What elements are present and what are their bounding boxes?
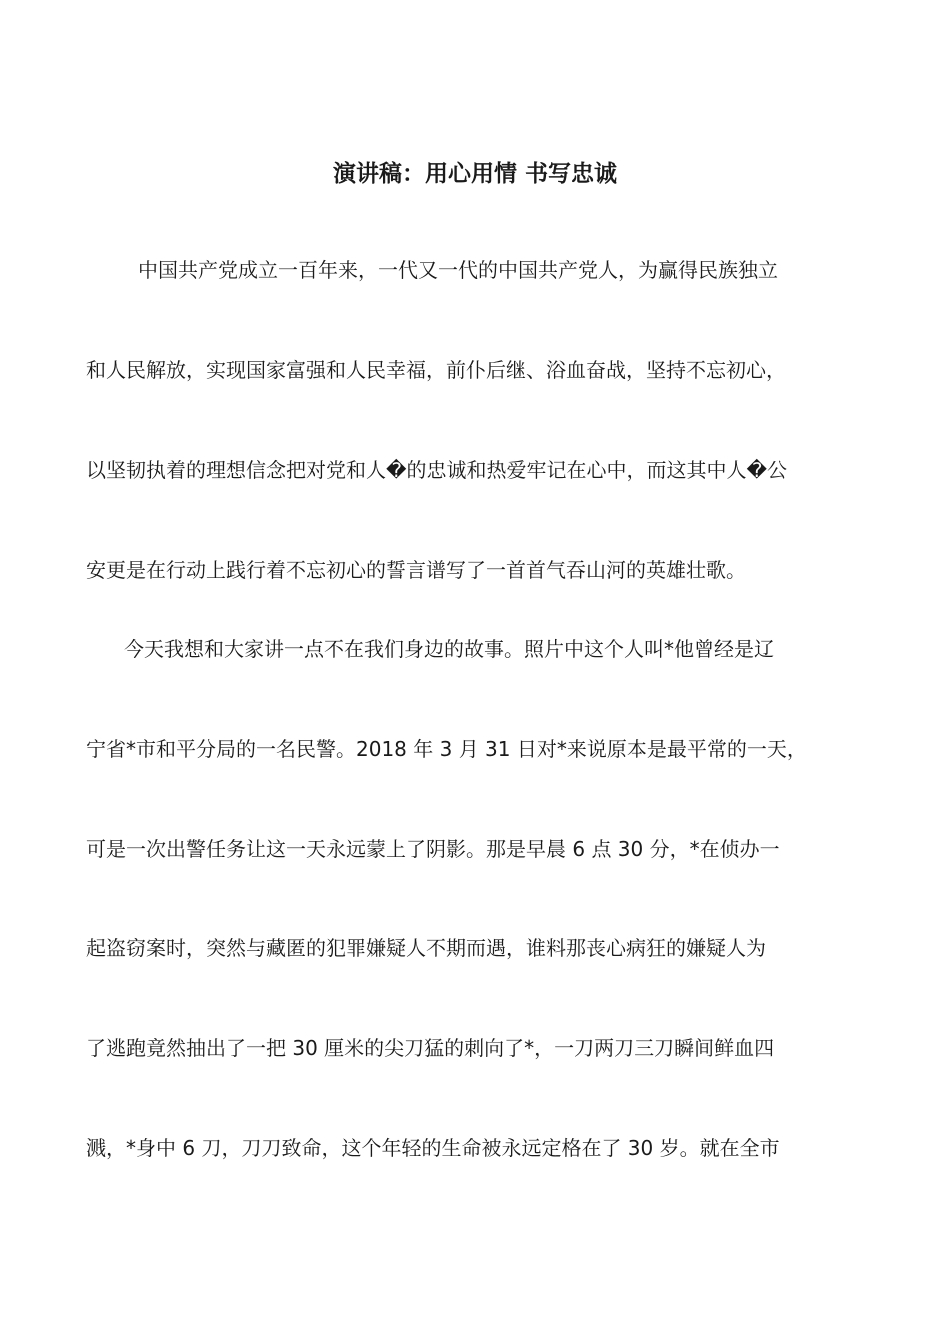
paragraph-2-line-5: 了逃跑竟然抽出了一把 30 厘米的尖刀猛的刺向了*，一刀两刀三刀瞬间鲜血四 <box>86 1036 775 1060</box>
paragraph-1-line-4: 安更是在行动上践行着不忘初心的誓言谱写了一首首气吞山河的英雄壮歌。 <box>86 558 746 582</box>
paragraph-1-line-3: 以坚韧执着的理想信念把对党和人�的忠诚和热爱牢记在心中，而这其中人�公 <box>86 458 788 482</box>
paragraph-2-line-1: 今天我想和大家讲一点不在我们身边的故事。照片中这个人叫*他曾经是辽 <box>124 637 774 661</box>
paragraph-2-line-2: 宁省*市和平分局的一名民警。2018 年 3 月 31 日对*来说原本是最平常的一天， <box>86 737 807 761</box>
paragraph-2-line-6: 溅，*身中 6 刀，刀刀致命，这个年轻的生命被永远定格在了 30 岁。就在全市 <box>86 1136 780 1160</box>
paragraph-1-line-1: 中国共产党成立一百年来，一代又一代的中国共产党人，为赢得民族独立 <box>138 258 778 282</box>
paragraph-2-line-4: 起盗窃案时，突然与藏匿的犯罪嫌疑人不期而遇，谁料那丧心病狂的嫌疑人为 <box>86 936 766 960</box>
paragraph-2-line-3: 可是一次出警任务让这一天永远蒙上了阴影。那是早晨 6 点 30 分，*在侦办一 <box>86 837 780 861</box>
document-title: 演讲稿：用心用情 书写忠诚 <box>332 161 617 187</box>
paragraph-1-line-2: 和人民解放，实现国家富强和人民幸福，前仆后继、浴血奋战，坚持不忘初心， <box>86 358 786 382</box>
